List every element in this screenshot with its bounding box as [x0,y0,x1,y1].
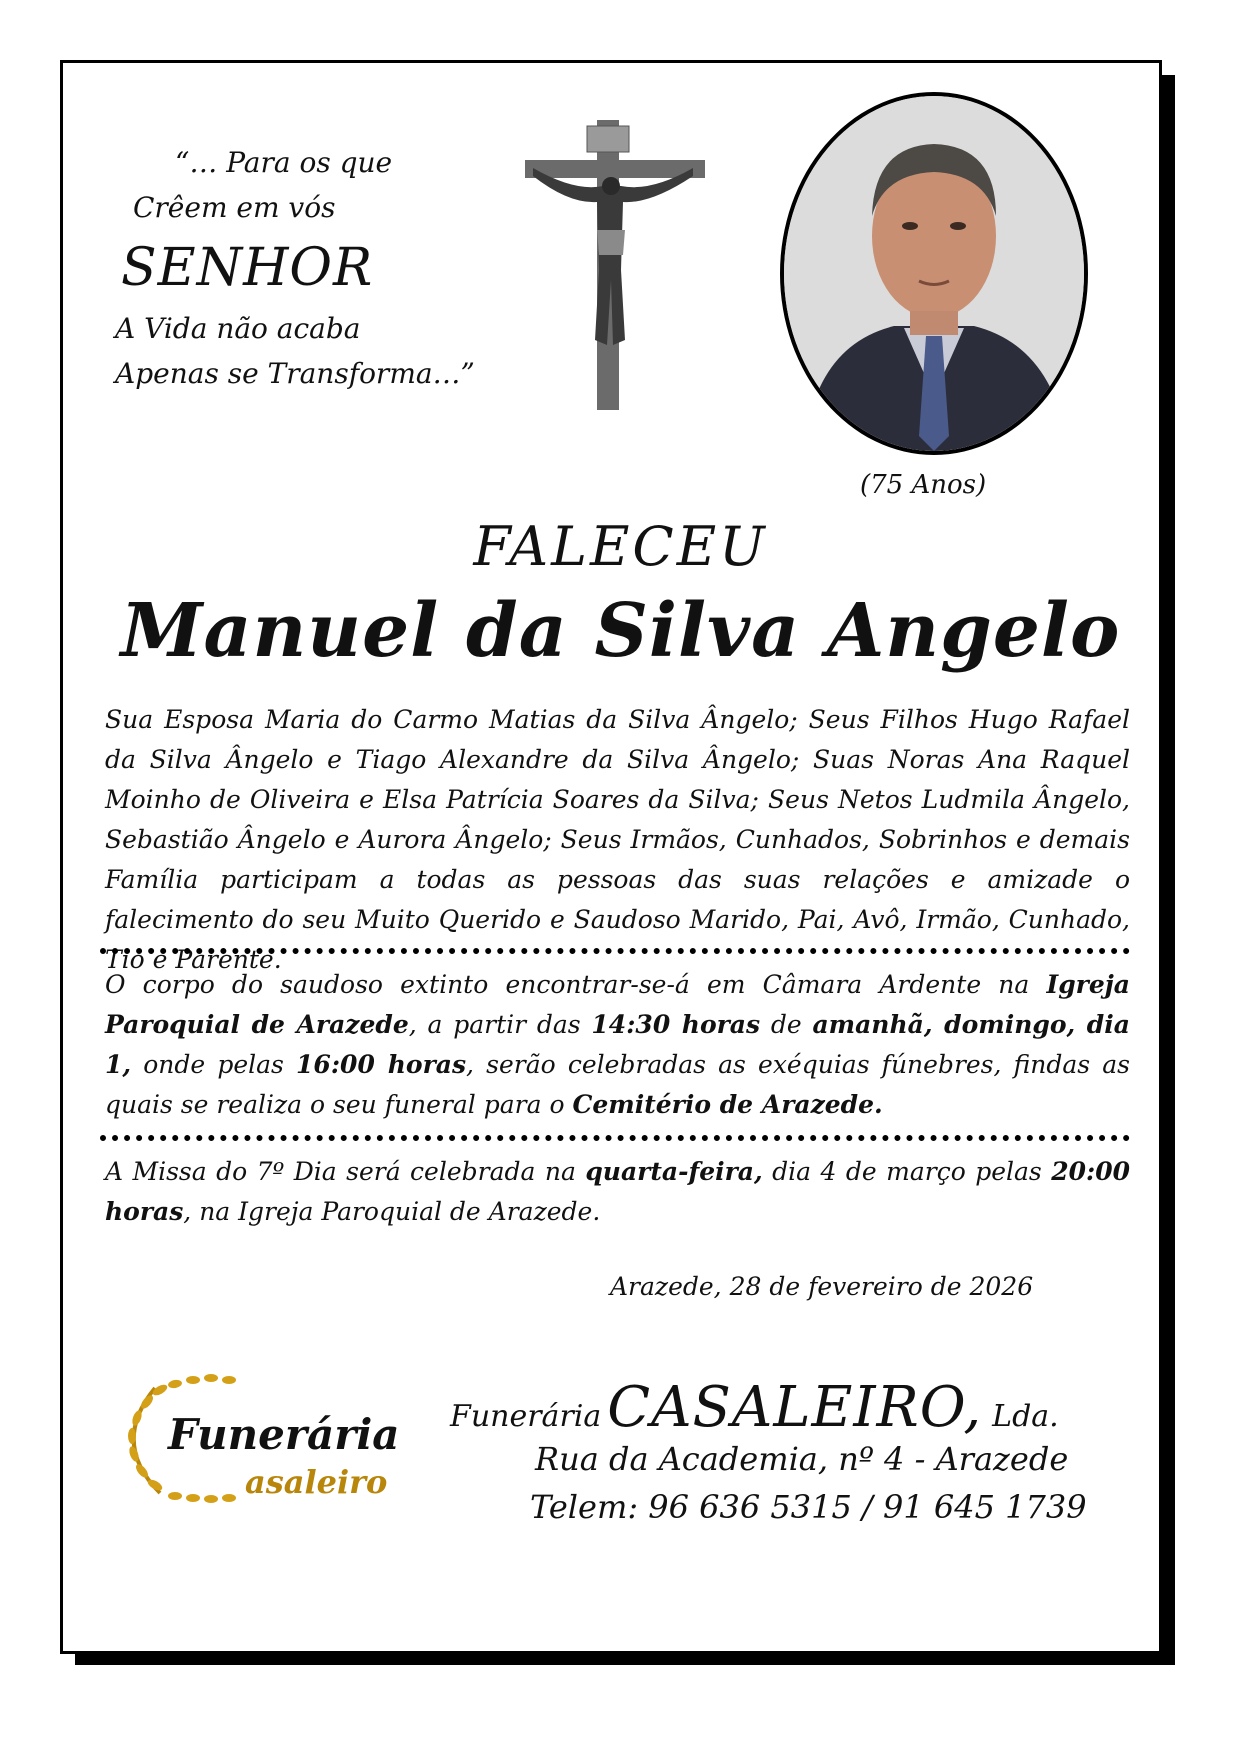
logo-text-bottom: asaleiro [245,1463,388,1501]
quote-line-3: SENHOR [121,238,374,298]
funeral-home-suffix: Lda. [992,1399,1059,1434]
cemetery-name: Cemitério de Arazede. [572,1090,883,1119]
funeral-details [105,965,1130,1125]
funeral-text: , a partir das [408,1010,592,1039]
portrait-photo [784,96,1084,451]
date-line: Arazede, 28 de fevereiro de 2026 [610,1272,1034,1301]
mass-day: quarta-feira, [585,1157,763,1186]
mass-text: dia 4 de março pelas [762,1157,1052,1186]
funeral-home-logo [115,1368,415,1508]
passed-away-heading: FALECEU [473,515,768,578]
funeral-text: onde pelas [131,1050,297,1079]
funeral-home-phone: Telem: 96 636 5315 / 91 645 1739 [530,1488,1087,1526]
dotted-divider [100,1135,1130,1141]
funeral-location: Igreja Paroquial de Arazede [105,970,1130,1039]
quote-line-1: “… Para os que [175,146,393,179]
deceased-portrait [780,92,1088,455]
funeral-start-time: 14:30 horas [591,1010,761,1039]
funeral-home-name: CASALEIRO, [607,1375,983,1440]
quote-line-4: A Vida não acaba [115,312,361,345]
mass-time: 20:00 horas [105,1157,1130,1226]
funeral-text: de [760,1010,813,1039]
mass-text: , na Igreja Paroquial de Arazede. [183,1197,601,1226]
quote-line-2: Crêem em vós [133,191,336,224]
crucifix-icon [525,120,705,410]
funeral-service-time: 16:00 horas [296,1050,467,1079]
family-announcement: Sua Esposa Maria do Carmo Matias da Silva Ângelo; Seus Filhos Hugo Rafael da Silva Ângelo e Tiago Alexandre da Silva Ângelo; Suas Noras Ana Raquel Moinho de Oliveira e Elsa Patrícia Soares da Silva; Seus Netos Ludmila Ângelo, Sebastião Ângelo e Aurora Ângelo; Seus Irmãos, Cunhados, Sobrinhos e demais Família participam a todas as pessoas das suas relações e amizade o falecimento do seu Muito Querido e Saudoso Marido, Pai, Avô, Irmão, Cunhado, Tio e Parente. [105,705,1130,974]
funeral-text: , serão celebradas as exéquias fúnebres, findas as quais se realiza o seu funeral para o [105,1050,1130,1119]
logo-text-top: Funerária [168,1410,400,1459]
mass-text: A Missa do 7º Dia será celebrada na [105,1157,586,1186]
quote-line-5: Apenas se Transforma…” [115,357,475,390]
funeral-day: amanhã, domingo, dia 1, [105,1010,1130,1079]
funeral-home-address: Rua da Academia, nº 4 - Arazede [535,1440,1069,1478]
dotted-divider [100,948,1130,954]
funeral-home-title [450,1375,1059,1440]
age-label: (75 Anos) [860,470,987,500]
religious-quote [115,140,535,396]
funeral-home-prefix: Funerária [450,1399,602,1434]
deceased-name: Manuel da Silva Angelo [120,588,1121,674]
funeral-text: O corpo do saudoso extinto encontrar-se-á em Câmara Ardente na [105,970,1047,999]
mass-details [105,1152,1130,1232]
